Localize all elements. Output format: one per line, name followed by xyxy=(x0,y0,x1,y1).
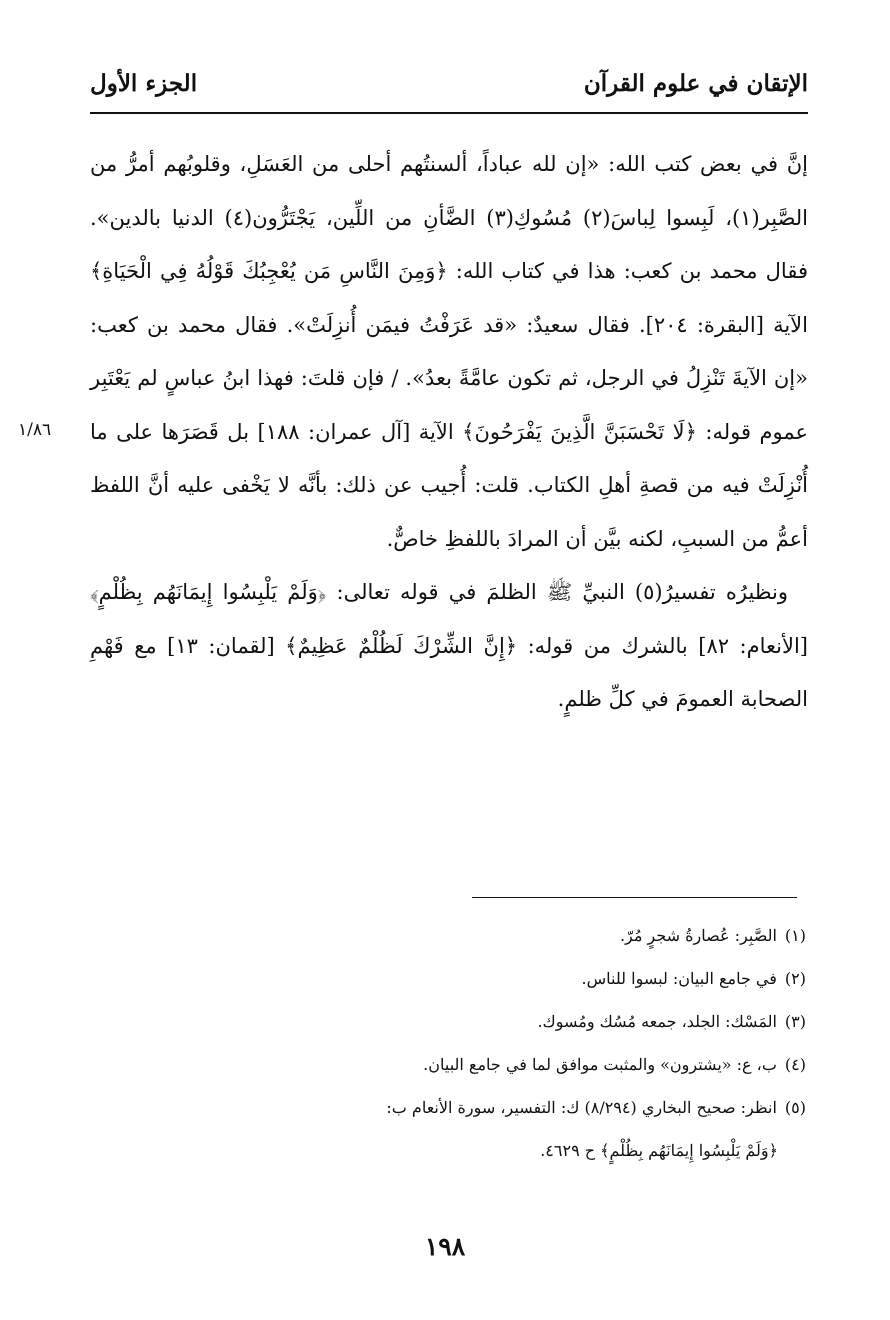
main-text xyxy=(90,138,808,727)
footnote xyxy=(90,1043,806,1086)
footnote-text: في جامع البيان: لبسوا للناس. xyxy=(581,969,777,988)
footnote xyxy=(90,914,806,957)
footnote-text: انظر: صحيح البخاري (٨/٢٩٤) ك: التفسير، سورة الأنعام ب: xyxy=(386,1098,777,1117)
footnotes xyxy=(90,914,806,1172)
footnote xyxy=(90,957,806,1000)
footnote-number: (٤) xyxy=(784,1055,806,1074)
footnote xyxy=(90,1086,806,1129)
footnote-text: المَسْك: الجلد، جمعه مُسُك ومُسوك. xyxy=(537,1012,777,1031)
footnote-text: ب، ع: «يشترون» والمثبت موافق لما في جامع البيان. xyxy=(423,1055,777,1074)
volume-label: الجزء الأول xyxy=(90,70,198,97)
book-title: الإتقان في علوم القرآن xyxy=(583,70,808,97)
header-rule xyxy=(90,112,808,114)
page-number: ١٩٨ xyxy=(424,1232,466,1261)
paragraph: إنَّ في بعض كتب الله: «إن لله عباداً، ألسنتُهم أحلى من العَسَلِ، وقلوبُهم أمرُّ من الصَّبِر(١)، لَبِسوا لِباسَ(٢) مُسُوكِ(٣) الضَّأنِ من اللِّين، يَجْتَرُّون(٤) الدنيا بالدين». فقال محمد بن كعب: هذا في كتاب الله: ﴿وَمِنَ النَّاسِ مَن يُعْجِبُكَ قَوْلُهُ فِي الْحَيَاةِ﴾ الآية [البقرة: ٢٠٤]. فقال سعيدٌ: «قد عَرَفْتُ فيمَن أُنزِلَتْ». فقال محمد بن كعب: «إن الآيةَ تَنْزِلُ في الرجل، ثم تكون عامَّةً بعدُ». / فإن قلتَ: فهذا ابنُ عباسٍ لم يَعْتَبِر عموم قوله: ﴿لَا تَحْسَبَنَّ الَّذِينَ يَفْرَحُونَ﴾ الآية [آل عمران: ١٨٨] بل قَصَرَها على ما أُنْزِلَتْ فيه من قصةِ أهلِ الكتاب. قلت: أُجيب عن ذلك: بأنَّه لا يَخْفى عليه أنَّ اللفظ أعمُّ من السببِ، لكنه بيَّن أن المرادَ باللفظِ خاصٌّ. xyxy=(90,152,809,551)
footnote-number: (٥) xyxy=(784,1098,806,1117)
running-header xyxy=(90,64,808,108)
footnote-rule xyxy=(472,897,797,898)
footnote-text: الصَّبِر: عُصارةُ شجرٍ مُرّ. xyxy=(619,926,777,945)
footnote-continuation: ﴿وَلَمْ يَلْبِسُوا إِيمَانَهُم بِظُلْمٍ﴾ ح ٤٦٢٩. xyxy=(540,1141,778,1160)
paragraph: ونظيرُه تفسيرُ(٥) النبيِّ ﷺ الظلمَ في قوله تعالى: ﴿وَلَمْ يَلْبِسُوا إِيمَانَهُم بِظُلْمٍ﴾ [الأنعام: ٨٢] بالشرك من قوله: ﴿إِنَّ الشِّرْكَ لَظُلْمٌ عَظِيمٌ﴾ [لقمان: ١٣] مع فَهْمِ الصحابة العمومَ في كلِّ ظلمٍ. xyxy=(90,580,808,711)
footnote-number: (٢) xyxy=(784,969,806,988)
footnote-number: (١) xyxy=(784,926,806,945)
footnote-number: (٣) xyxy=(784,1012,806,1031)
footnote xyxy=(90,1000,806,1043)
margin-page-reference: ١/٨٦ xyxy=(18,420,52,440)
